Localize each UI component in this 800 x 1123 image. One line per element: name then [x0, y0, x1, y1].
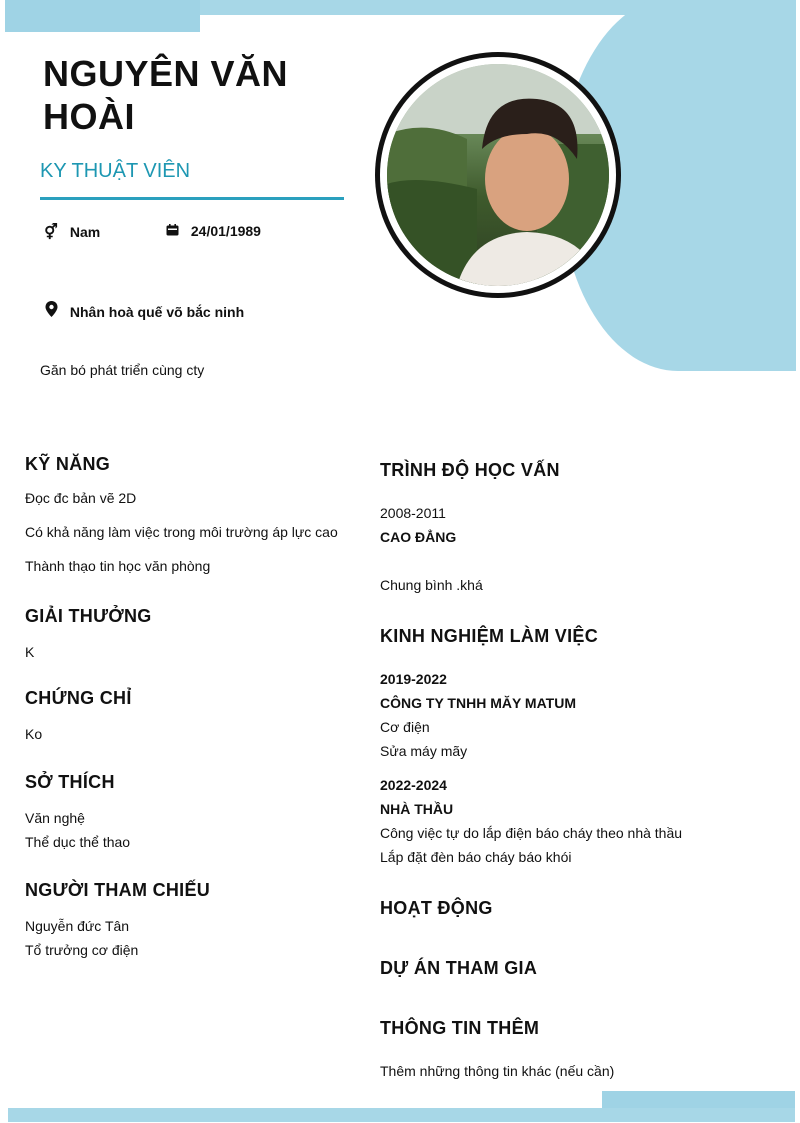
gender-icon: ⚥ [44, 224, 58, 241]
avatar [387, 64, 609, 286]
education-years: 2008-2011 [380, 505, 446, 521]
calendar-icon [163, 223, 181, 240]
top-white-mask [200, 15, 630, 35]
hobby-item: Thể dục thể thao [25, 834, 131, 850]
top-decor-block [5, 0, 200, 32]
career-objective: Găn bó phát triển cùng cty [40, 362, 205, 378]
experience-line: Cơ điện [380, 719, 430, 735]
activities-heading: HOẠT ĐỘNG [380, 898, 493, 918]
experience-heading: KINH NGHIỆM LÀM VIỆC [380, 626, 599, 646]
references-heading: NGƯỜI THAM CHIẾU [25, 880, 211, 900]
experience-company: CÔNG TY TNHH MĂY MATUM [380, 695, 576, 711]
experience-line: Công việc tự do lắp điện báo cháy theo nhà thầu [380, 825, 683, 841]
bottom-decor-bar [8, 1108, 795, 1122]
awards-text: K [25, 644, 35, 660]
reference-item: Tổ trưởng cơ điện [25, 942, 139, 958]
gender-value: Nam [69, 224, 101, 240]
portrait-image [387, 64, 609, 286]
profile-photo [375, 52, 621, 298]
experience-line: Sửa máy mãy [380, 743, 468, 759]
projects-heading: DỰ ÁN THAM GIA [380, 958, 538, 978]
skill-item: Có khả năng làm việc trong môi trường áp lực cao [25, 524, 338, 540]
certificates-heading: CHỨNG CHỈ [25, 688, 132, 708]
experience-line: Lắp đặt đèn báo cháy báo khói [380, 849, 572, 865]
skills-heading: KỸ NĂNG [25, 454, 111, 474]
hobbies-heading: SỞ THÍCH [25, 772, 115, 792]
certificates-text: Ko [25, 726, 43, 742]
skill-item: Đọc đc bản vẽ 2D [25, 490, 137, 506]
address-field [42, 301, 244, 321]
additional-info-text: Thêm những thông tin khác (nếu cần) [380, 1063, 615, 1079]
birthdate-value: 24/01/1989 [190, 223, 261, 239]
name-line-2: HOÀI [43, 96, 135, 137]
experience-company: NHÀ THẦU [380, 801, 454, 817]
gender-field [42, 223, 100, 241]
name-line-1: NGUYÊN VĂN [43, 53, 289, 94]
reference-item: Nguyễn đức Tân [25, 918, 130, 934]
education-note: Chung bình .khá [380, 577, 483, 593]
birthdate-field [163, 223, 261, 240]
experience-years: 2022-2024 [380, 777, 447, 793]
education-heading: TRÌNH ĐỘ HỌC VẤN [380, 460, 560, 480]
experience-years: 2019-2022 [380, 671, 447, 687]
skill-item: Thành thạo tin học văn phòng [25, 558, 211, 574]
additional-info-heading: THÔNG TIN THÊM [380, 1018, 540, 1038]
awards-heading: GIẢI THƯỞNG [25, 606, 152, 626]
title-divider [40, 197, 344, 200]
job-title: KY THUẬT VIÊN [40, 160, 191, 182]
hobby-item: Văn nghệ [25, 810, 85, 826]
location-pin-icon [42, 301, 60, 321]
candidate-name [43, 52, 363, 138]
address-value: Nhân hoà quế võ bắc ninh [69, 304, 245, 320]
education-school: CAO ĐẲNG [380, 529, 457, 545]
